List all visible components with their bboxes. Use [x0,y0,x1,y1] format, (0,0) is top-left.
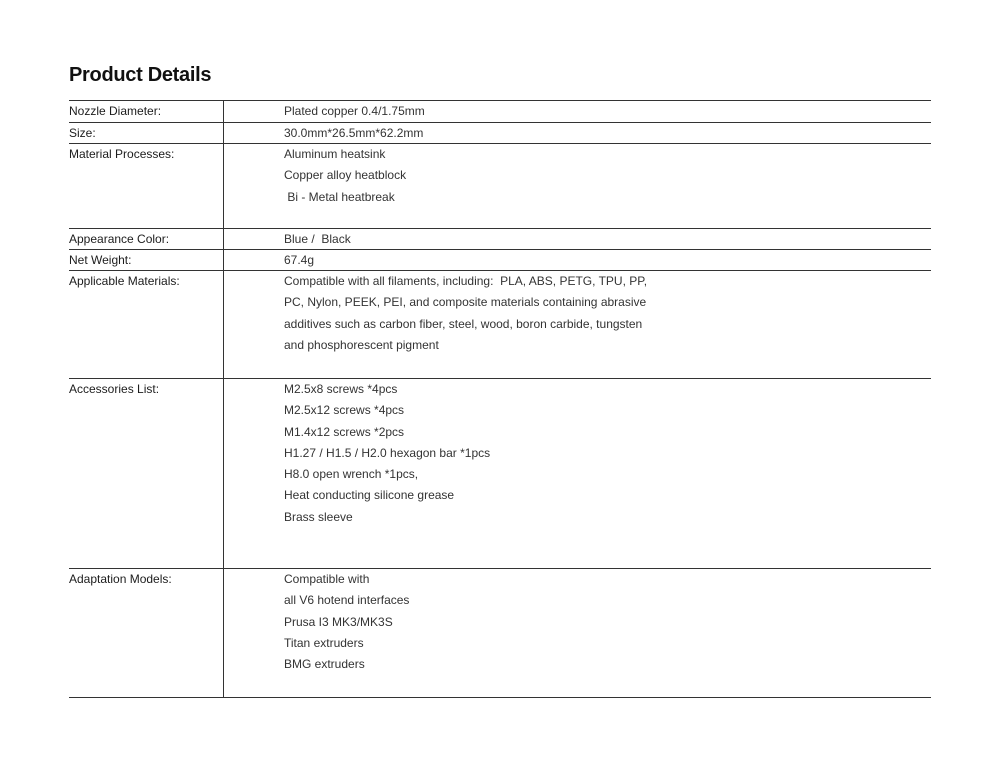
spec-label: Appearance Color: [69,232,170,246]
spec-value-line: M1.4x12 screws *2pcs [284,424,405,439]
spec-value-line: and phosphorescent pigment [284,337,439,352]
product-details-table [69,100,931,698]
spec-row-applicable-materials [69,271,931,379]
column-divider [223,379,224,568]
spec-value-line: Brass sleeve [284,509,353,524]
spec-label: Accessories List: [69,382,160,396]
spec-label: Adaptation Models: [69,572,172,586]
spec-value [284,273,647,358]
spec-row-material-processes [69,144,931,229]
spec-row-size [69,123,931,144]
spec-value-line: Blue / Black [284,232,351,246]
spec-value-line: M2.5x12 screws *4pcs [284,403,405,418]
spec-value [284,146,406,210]
spec-value-line: BMG extruders [284,657,365,672]
spec-value-line: Compatible with [284,572,370,586]
spec-value-line: all V6 hotend interfaces [284,593,410,608]
spec-value-line: additives such as carbon fiber, steel, wood, boron carbide, tungsten [284,316,643,331]
spec-value-line: H1.27 / H1.5 / H2.0 hexagon bar *1pcs [284,445,491,460]
spec-value-line: Heat conducting silicone grease [284,488,455,503]
spec-row-net-weight [69,250,931,271]
spec-value-line: Copper alloy heatblock [284,168,407,183]
page-title: Product Details [69,64,212,86]
spec-value-line: Titan extruders [284,635,364,650]
spec-value-line: H8.0 open wrench *1pcs, [284,467,419,482]
spec-label: Nozzle Diameter: [69,104,162,118]
spec-row-nozzle-diameter [69,101,931,123]
spec-row-adaptation-models [69,569,931,698]
spec-label: Material Processes: [69,147,175,161]
spec-value-line: 67.4g [284,253,315,267]
column-divider [223,101,224,122]
column-divider [223,229,224,249]
spec-value-line: Bi - Metal heatbreak [284,189,395,204]
spec-row-accessories-list [69,379,931,569]
spec-value [284,381,490,530]
spec-row-appearance-color [69,229,931,250]
spec-value-line: Prusa I3 MK3/MK3S [284,614,393,629]
spec-label: Applicable Materials: [69,274,180,288]
column-divider [223,569,224,697]
spec-value-line: M2.5x8 screws *4pcs [284,382,398,396]
spec-value-line: Compatible with all filaments, including: PLA, ABS, PETG, TPU, PP, [284,274,648,288]
column-divider [223,271,224,378]
spec-value-line: Aluminum heatsink [284,147,386,161]
spec-value [284,571,409,677]
spec-value [284,103,425,124]
spec-value-line: 30.0mm*26.5mm*62.2mm [284,126,424,140]
column-divider [223,123,224,143]
spec-value-line: Plated copper 0.4/1.75mm [284,104,425,118]
spec-label: Size: [69,126,96,140]
spec-label: Net Weight: [69,253,132,267]
spec-value-line: PC, Nylon, PEEK, PEI, and composite materials containing abrasive [284,295,647,310]
column-divider [223,250,224,270]
column-divider [223,144,224,228]
